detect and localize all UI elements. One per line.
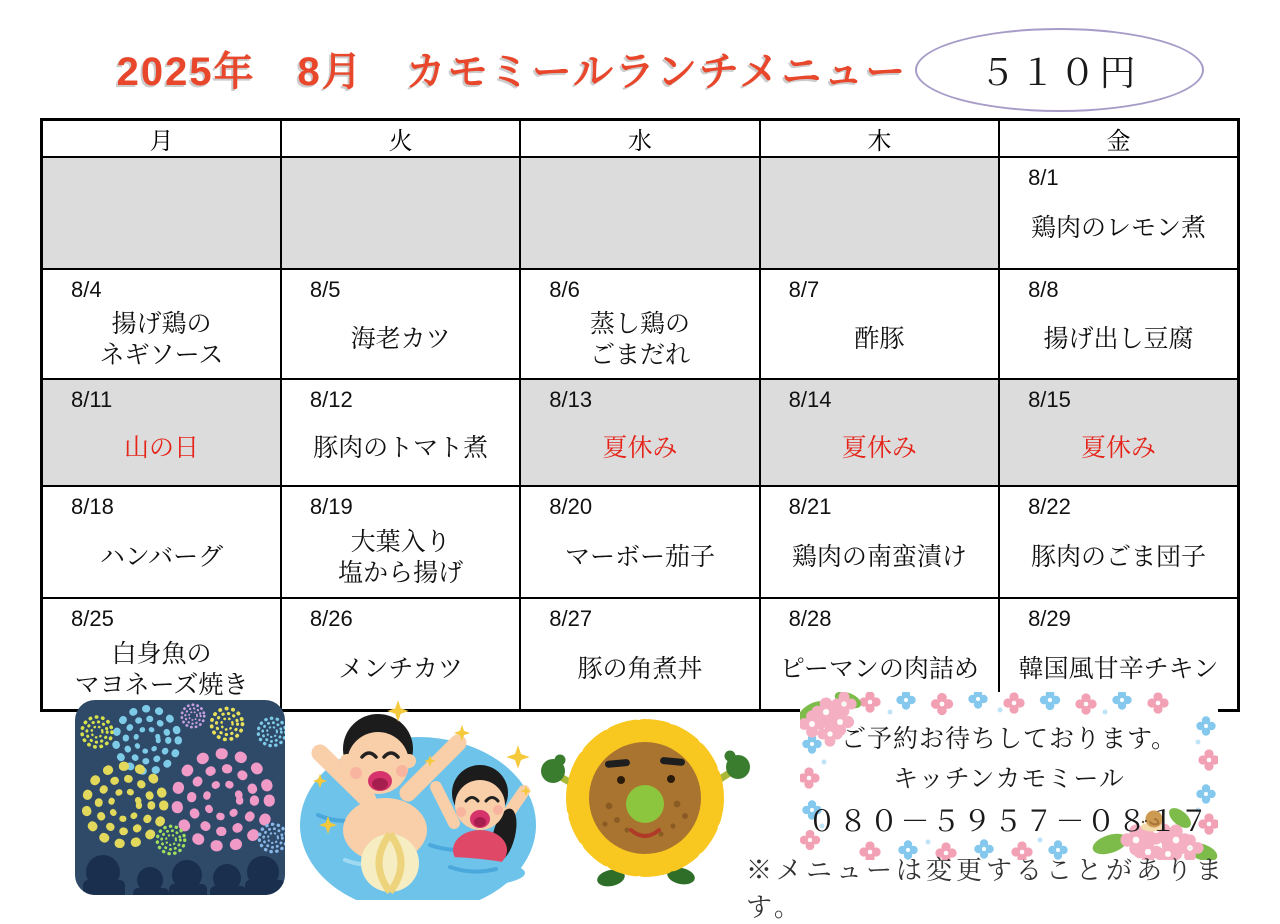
price-label: ５１０円 [979, 51, 1140, 93]
calendar-day-cell [281, 486, 520, 598]
phone-number: ０８０－５９５７－０８１７ [807, 805, 1211, 838]
kids-in-pool-illustration [290, 695, 540, 900]
calendar-header-row [42, 120, 1239, 158]
date-label: 8/18 [71, 494, 114, 519]
calendar-day-cell [520, 598, 759, 711]
sunflower-character-illustration [540, 700, 770, 900]
date-label: 8/4 [71, 277, 102, 302]
menu-item-label: 鶏肉のレモン煮 [1031, 214, 1207, 243]
calendar-day-cell [520, 157, 759, 269]
menu-item-label: 山の日 [123, 433, 199, 462]
date-label: 8/11 [71, 387, 113, 412]
calendar-day-cell [42, 157, 281, 269]
calendar-day-cell [42, 269, 281, 379]
beach-ball [361, 834, 419, 892]
menu-item-label: 揚げ鶏の ネギソース [99, 310, 224, 369]
menu-change-note: ※メニューは変更することがあります。 [746, 856, 1227, 922]
calendar-day-cell [281, 379, 520, 486]
date-label: 8/12 [309, 387, 353, 412]
calendar-day-cell [520, 486, 759, 598]
menu-item-label: 夏休み [602, 433, 678, 462]
date-label: 8/5 [309, 277, 341, 302]
menu-item-label: ハンバーグ [99, 543, 224, 572]
menu-item-label [43, 197, 280, 268]
calendar-day-header: 木 [760, 120, 999, 158]
menu-item-label: 揚げ出し豆腐 [1043, 325, 1194, 354]
date-label: 8/8 [1028, 277, 1059, 302]
date-label: 8/7 [788, 277, 820, 302]
calendar-day-cell [42, 598, 281, 711]
calendar-day-cell [760, 486, 999, 598]
calendar-day-header: 月 [42, 120, 281, 158]
date-label: 8/27 [549, 606, 593, 631]
calendar-day-header: 金 [999, 120, 1238, 158]
date-label: 8/29 [1028, 606, 1071, 631]
menu-item-label [761, 197, 998, 268]
page-title: 2025年 8月 カモミールランチメニュー [116, 50, 908, 94]
calendar-day-cell [760, 379, 999, 486]
lunch-calendar-table [40, 118, 1240, 712]
date-label: 8/26 [309, 606, 353, 631]
date-label [521, 158, 758, 197]
menu-item-label: 豚肉のトマト煮 [313, 433, 489, 462]
date-label: 8/21 [788, 494, 832, 519]
calendar-day-cell [760, 269, 999, 379]
calendar-day-cell [42, 379, 281, 486]
menu-item-label: 夏休み [841, 433, 917, 462]
date-label: 8/14 [788, 387, 832, 412]
date-label: 8/19 [309, 494, 353, 519]
shop-name: キッチンカモミール [893, 764, 1125, 793]
menu-item-label: 豚肉のごま団子 [1031, 543, 1207, 572]
calendar-day-cell [760, 157, 999, 269]
menu-item-label: 豚の角煮丼 [577, 655, 703, 684]
calendar-week-row [42, 157, 1239, 269]
calendar-day-cell [999, 486, 1238, 598]
reservation-text [800, 692, 1218, 860]
menu-item-label: 鶏肉の南蛮漬け [791, 543, 967, 572]
date-label [43, 158, 280, 197]
date-label: 8/28 [788, 606, 832, 631]
menu-item-label: 大葉入り 塩から揚げ [338, 528, 464, 587]
calendar-day-cell [999, 157, 1238, 269]
calendar-day-cell [999, 269, 1238, 379]
calendar-day-cell [281, 157, 520, 269]
calendar-day-cell [520, 379, 759, 486]
date-label: 8/1 [1028, 165, 1059, 190]
menu-item-label [521, 197, 758, 268]
date-label: 8/25 [71, 606, 114, 631]
date-label: 8/15 [1028, 387, 1071, 412]
calendar-day-cell [281, 598, 520, 711]
calendar-day-header: 火 [281, 120, 520, 158]
date-label: 8/13 [549, 387, 593, 412]
crowd-silhouette [83, 855, 285, 895]
menu-item-label: 海老カツ [350, 325, 451, 354]
calendar-week-row [42, 379, 1239, 486]
calendar-day-cell [42, 486, 281, 598]
calendar-week-row [42, 269, 1239, 379]
calendar-day-cell [281, 269, 520, 379]
menu-item-label: ピーマンの肉詰め [779, 655, 979, 684]
menu-item-label: マーボー茄子 [564, 543, 715, 572]
fireworks-night-illustration [75, 700, 285, 895]
menu-item-label: 酢豚 [854, 325, 905, 354]
calendar-day-cell [520, 269, 759, 379]
price-badge [915, 28, 1204, 112]
menu-item-label: 白身魚の マヨネーズ焼き [74, 640, 249, 699]
menu-item-label: 夏休み [1081, 433, 1157, 462]
calendar-day-header: 水 [520, 120, 759, 158]
date-label [761, 158, 998, 197]
calendar-body [42, 157, 1239, 711]
date-label: 8/22 [1028, 494, 1071, 519]
date-label: 8/6 [549, 277, 580, 302]
date-label [282, 158, 519, 197]
menu-item-label [282, 197, 519, 268]
menu-item-label: 韓国風甘辛チキン [1018, 655, 1219, 684]
menu-item-label: 蒸し鶏の ごまだれ [589, 310, 690, 369]
reservation-message: ご予約お待ちしております。 [840, 724, 1177, 753]
date-label: 8/20 [549, 494, 593, 519]
calendar-week-row [42, 486, 1239, 598]
reservation-box [800, 692, 1218, 860]
menu-item-label: メンチカツ [338, 655, 463, 684]
calendar-day-cell [999, 379, 1238, 486]
